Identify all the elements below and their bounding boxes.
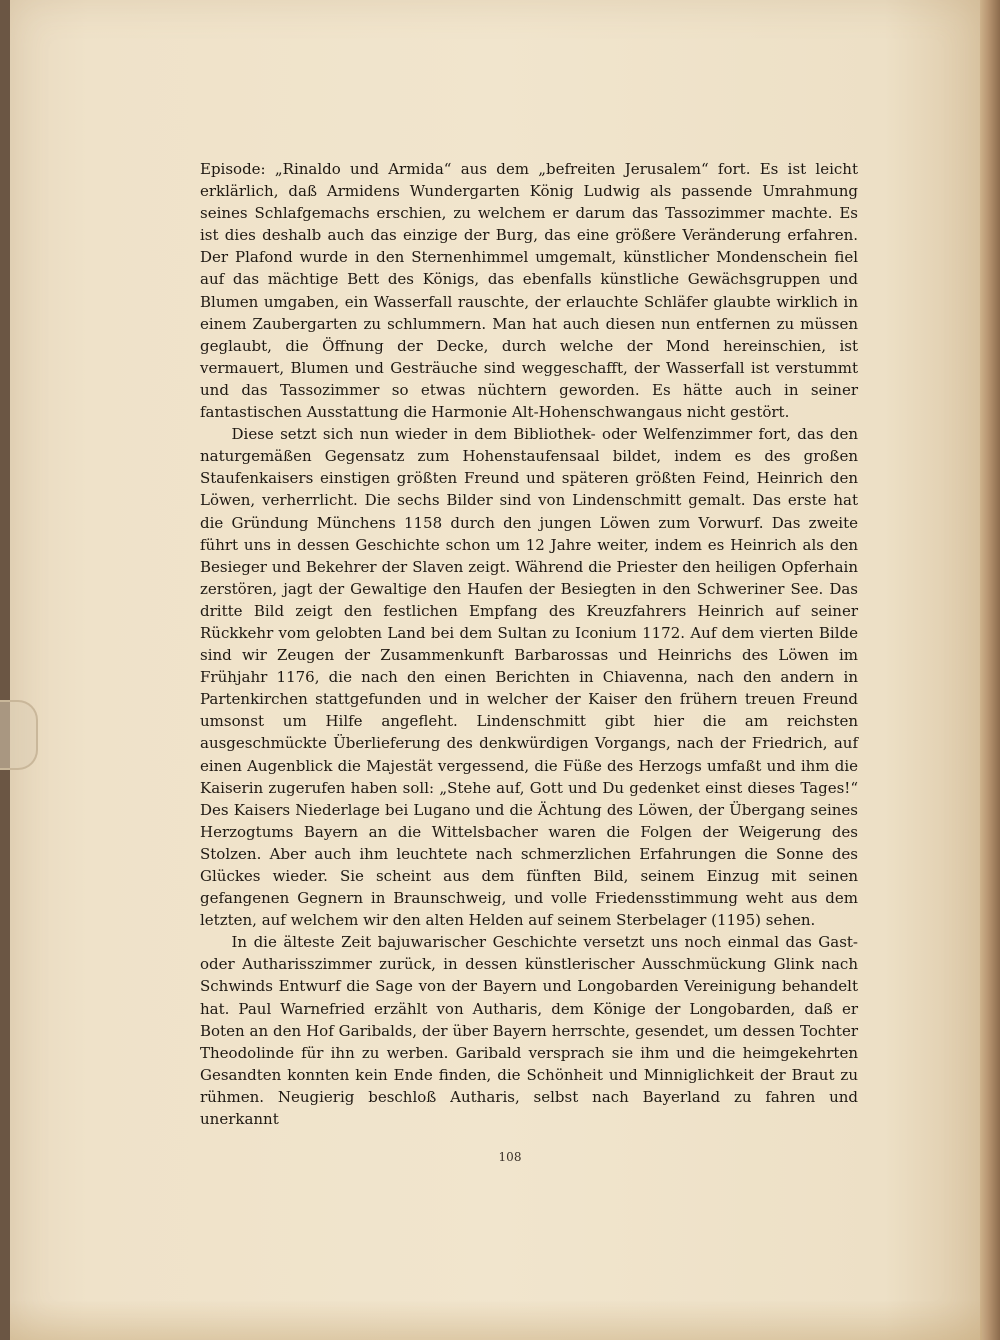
paper-stain xyxy=(10,1300,982,1340)
paragraph-1: Episode: „Rinaldo und Armida“ aus dem „befreiten Jerusalem“ fort. Es ist leicht erklärlich, daß Armidens Wundergarten König Ludwig als passende Umrahmung seines Schlafgemachs erschien, zu welchem er darum das Tassozimmer machte. Es ist dies deshalb auch das einzige der Burg, das eine größere Veränderung erfahren. Der Plafond wurde in den Sternenhimmel umgemalt, künstlicher Mondenschein fiel auf das mächtige Bett des Königs, das ebenfalls künstliche Gewächsgruppen und Blumen umgaben, ein Wasserfall rauschte, der erlauchte Schläfer glaubte wirklich in einem Zaubergarten zu schlummern. Man hat auch diesen nun entfernen zu müssen geglaubt, die Öffnung der Decke, durch welche der Mond hereinschien, ist vermauert, Blumen und Gesträuche sind weggeschafft, der Wasserfall ist verstummt und das Tassozimmer so etwas nüchtern geworden. Es hätte auch in seiner fantastischen Ausstattung die Harmonie Alt-Hohenschwangaus nicht gestört. xyxy=(200,160,858,422)
book-page xyxy=(10,0,982,1340)
page-edge xyxy=(980,0,1000,1340)
page-clip xyxy=(0,700,38,770)
paragraph-3: In die älteste Zeit bajuwarischer Geschichte versetzt uns noch einmal das Gast- oder Autharisszimmer zurück, in dessen künstlerischer Ausschmückung Glink nach Schwinds Entwurf die Sage von der Bayern und Longobarden Vereinigung behandelt hat. Paul Warnefried erzählt von Autharis, dem Könige der Longobarden, daß er Boten an den Hof Garibalds, der über Bayern herrschte, gesendet, um dessen Tochter Theodolinde für ihn zu werben. Garibald versprach sie ihm und die heimgekehrten Gesandten konnten kein Ende finden, die Schönheit und Minniglichkeit der Braut zu rühmen. Neugierig beschloß Autharis, selbst nach Bayerland zu fahren und unerkannt xyxy=(200,933,858,1129)
page-number: 108 xyxy=(498,1150,522,1164)
paragraph-2: Diese setzt sich nun wieder in dem Bibliothek- oder Welfenzimmer fort, das den naturgemäßen Gegensatz zum Hohenstaufensaal bildet, indem es des großen Staufenkaisers einstigen größten Freund und späteren größten Feind, Heinrich den Löwen, verherrlicht. Die sechs Bilder sind von Lindenschmitt gemalt. Das erste hat die Gründung Münchens 1158 durch den jungen Löwen zum Vorwurf. Das zweite führt uns in dessen Geschichte schon um 12 Jahre weiter, indem es Heinrich als den Besieger und Bekehrer der Slaven zeigt. Während die Priester den heiligen Opferhain zerstören, jagt der Gewaltige den Haufen der Besiegten in den Schweriner See. Das dritte Bild zeigt den festlichen Empfang des Kreuzfahrers Heinrich auf seiner Rückkehr vom gelobten Land bei dem Sultan zu Iconium 1172. Auf dem vierten Bilde sind wir Zeugen der Zusammenkunft Barbarossas und Heinrichs des Löwen im Frühjahr 1176, die nach den einen Berichten in Chiavenna, nach den andern in Partenkirchen stattgefunden und in welcher der Kaiser den frühern treuen Freund umsonst um Hilfe angefleht. Lindenschmitt gibt hier die am reichsten ausgeschmückte Überlieferung des denkwürdigen Vorgangs, nach der Friedrich, auf einen Augenblick die Majestät vergessend, die Füße des Herzogs umfaßt und ihm die Kaiserin zugerufen haben soll: „Stehe auf, Gott und Du gedenket einst dieses Tages!“ Des Kaisers Niederlage bei Lugano und die Ächtung des Löwen, der Übergang seines Herzogtums Bayern an die Wittelsbacher waren die Folgen der Weigerung des Stolzen. Aber auch ihm leuchtete nach schmerzlichen Erfahrungen die Sonne des Glückes wieder. Sie scheint aus dem fünften Bild, seinem Einzug mit seinen gefangenen Gegnern in Braunschweig, und volle Friedensstimmung weht aus dem letzten, auf welchem wir den alten Helden auf seinem Sterbelager (1195) sehen. xyxy=(200,425,858,930)
body-text xyxy=(200,158,858,1130)
